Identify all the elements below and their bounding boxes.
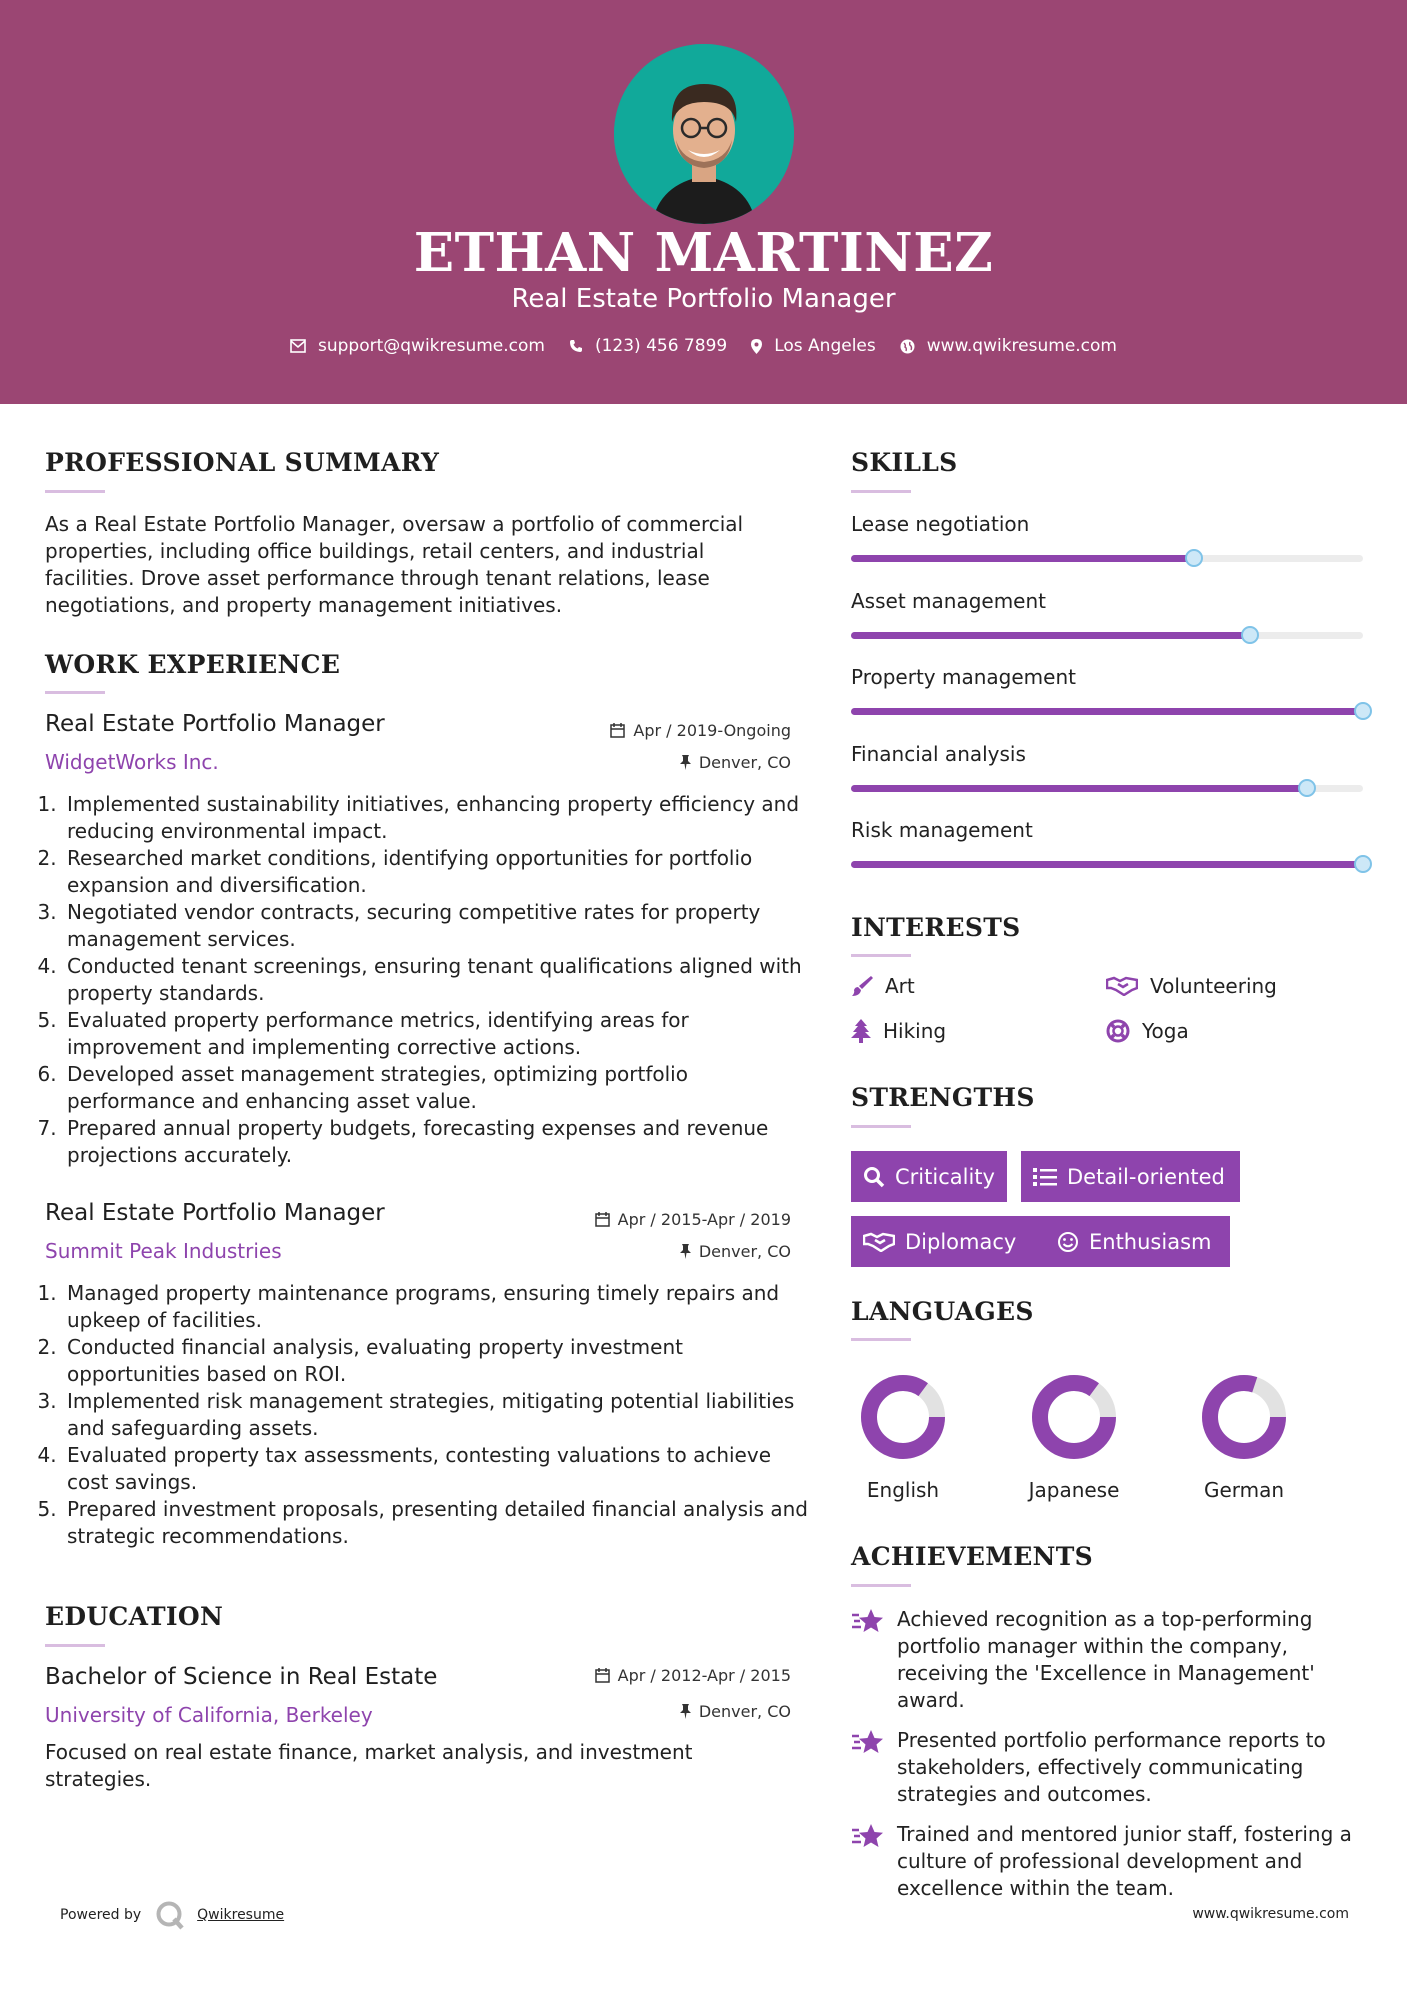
skill-bar [851,708,1363,715]
languages-underline [851,1338,911,1341]
strength-label: Criticality [895,1164,995,1189]
job-dates-text: Apr / 2015-Apr / 2019 [617,1210,791,1229]
job-dates [610,721,791,740]
interest-yoga [1106,1019,1189,1043]
language-label: German [1203,1478,1285,1502]
interest-art [851,974,915,998]
job-dates-text: Apr / 2019-Ongoing [633,721,791,740]
language-donut [858,1372,948,1462]
interest-label: Yoga [1142,1019,1189,1043]
skill-bar [851,861,1363,868]
interest-label: Volunteering [1150,974,1277,998]
powered-by-label: Powered by [60,1907,142,1923]
skill-bar-fill [851,632,1250,639]
skill-label: Financial analysis [851,741,1026,766]
summary-underline [45,490,105,493]
pin-icon [680,755,691,770]
list-item: 1. Implemented sustainability initiatives, enhancing property efficiency and reducing environmental impact. [63,791,811,845]
skill-bar-fill [851,555,1194,562]
education-heading: EDUCATION [45,1602,224,1631]
summary-text: As a Real Estate Portfolio Manager, oversaw a portfolio of commercial properties, including office buildings, retail centers, and industrial facilities. Drove asset performance through tenant relations, lease negotiations, and property management initiatives. [45,512,744,617]
powered-by [60,1900,284,1930]
calendar-icon [595,1668,610,1683]
list-item: 2. Conducted financial analysis, evaluating property investment opportunities based on ROI. [63,1334,811,1388]
strength-tag-detail-oriented [1021,1151,1240,1202]
search-icon [863,1166,885,1188]
education-location-text: Denver, CO [698,1702,791,1721]
achievement-item [851,1606,1371,1714]
contact-website[interactable] [900,336,1117,356]
skill-level-knob [1241,626,1259,644]
strength-label: Enthusiasm [1089,1229,1212,1254]
list-item: 7. Prepared annual property budgets, forecasting expenses and revenue projections accurately. [63,1115,811,1169]
strength-tag-enthusiasm [1045,1216,1230,1267]
strengths-heading: STRENGTHS [851,1083,1035,1112]
skill-level-knob [1185,549,1203,567]
qwikresume-link[interactable]: Qwikresume [197,1907,285,1923]
skill-level-knob [1298,779,1316,797]
star-award-icon [851,1823,885,1849]
education-dates-text: Apr / 2012-Apr / 2015 [617,1666,791,1685]
star-award-icon [851,1608,885,1634]
language-donut [1029,1372,1119,1462]
language-item [843,1372,963,1502]
strength-label: Diplomacy [905,1229,1017,1254]
strength-tag-criticality [851,1151,1007,1202]
achievement-text: Trained and mentored junior staff, fostering a culture of professional development and excellence within the team. [897,1822,1352,1900]
phone-text: (123) 456 7899 [594,336,728,356]
experience-underline [45,691,105,694]
candidate-name: ETHAN MARTINEZ [413,222,994,284]
job-title: Real Estate Portfolio Manager [45,711,385,737]
globe-icon [900,339,915,354]
skill-bar-fill [851,708,1363,715]
list-item: 3. Implemented risk management strategies, mitigating potential liabilities and safeguarding assets. [63,1388,811,1442]
profile-photo [614,44,794,224]
footer-url[interactable]: www.qwikresume.com [1192,1906,1349,1922]
list-item: 2. Researched market conditions, identifying opportunities for portfolio expansion and diversification. [63,845,811,899]
list-item: 5. Prepared investment proposals, presenting detailed financial analysis and strategic recommendations. [63,1496,811,1550]
candidate-title: Real Estate Portfolio Manager [511,284,896,314]
achievements-heading: ACHIEVEMENTS [851,1542,1093,1571]
job-location-text: Denver, CO [698,1242,791,1261]
degree-title: Bachelor of Science in Real Estate [45,1664,438,1690]
skill-level-knob [1354,702,1372,720]
map-marker-icon [751,339,762,354]
job-location [680,1242,791,1261]
interests-heading: INTERESTS [851,913,1021,942]
skill-label: Risk management [851,818,1033,842]
phone-icon [569,339,583,353]
skills-heading: SKILLS [851,448,958,477]
contact-bar [0,336,1407,356]
skill-label: Lease negotiation [851,512,1030,536]
contact-phone[interactable] [569,336,727,356]
language-donut [1199,1372,1289,1462]
list-item: 3. Negotiated vendor contracts, securing competitive rates for property management services. [63,899,811,953]
summary-heading: PROFESSIONAL SUMMARY [45,448,440,477]
skill-level-knob [1354,855,1372,873]
strengths-underline [851,1125,911,1128]
skills-underline [851,490,911,493]
achievements-underline [851,1584,911,1587]
contact-location [751,336,876,356]
achievement-item [851,1821,1371,1902]
language-item [1014,1372,1134,1502]
job-dates [595,1210,791,1229]
skill-bar-fill [851,785,1307,792]
contact-email[interactable] [290,336,545,356]
calendar-icon [610,723,625,738]
lifering-icon [1106,1019,1130,1043]
handshake-icon [1106,976,1138,996]
interest-label: Hiking [883,1019,947,1043]
language-item [1184,1372,1304,1502]
skill-bar [851,555,1363,562]
qwikresume-logo-icon [155,1900,185,1930]
job-responsibilities [45,791,811,1169]
location-text: Los Angeles [774,336,876,356]
tree-icon [851,1019,871,1043]
strength-tag-diplomacy [851,1216,1045,1267]
list-item: 5. Evaluated property performance metrics, identifying areas for improvement and implementing corrective actions. [63,1007,811,1061]
interest-label: Art [885,974,915,998]
skill-bar-fill [851,861,1363,868]
languages-heading: LANGUAGES [851,1297,1034,1326]
email-text: support@qwikresume.com [318,336,545,356]
list-item: 4. Conducted tenant screenings, ensuring tenant qualifications aligned with property standards. [63,953,811,1007]
list-item: 1. Managed property maintenance programs, ensuring timely repairs and upkeep of facilities. [63,1280,811,1334]
pin-icon [680,1704,691,1719]
pin-icon [680,1244,691,1259]
skill-label: Property management [851,665,1076,689]
achievement-text: Achieved recognition as a top-performing portfolio manager within the company, receiving the 'Excellence in Management' award. [897,1607,1315,1712]
list-icon [1033,1167,1057,1187]
experience-heading: WORK EXPERIENCE [45,650,341,679]
skill-label: Asset management [851,588,1046,613]
resume-header [0,0,1407,404]
achievement-item [851,1727,1371,1808]
smile-icon [1057,1231,1079,1253]
list-item: 4. Evaluated property tax assessments, contesting valuations to achieve cost savings. [63,1442,811,1496]
education-underline [45,1644,105,1647]
achievement-text: Presented portfolio performance reports to stakeholders, effectively communicating strategies and outcomes. [897,1728,1326,1806]
handshake-icon [863,1232,895,1252]
list-item: 6. Developed asset management strategies, optimizing portfolio performance and enhancing asset value. [63,1061,811,1115]
education-location [680,1702,791,1721]
skill-bar [851,785,1363,792]
education-dates [595,1666,791,1685]
website-text: www.qwikresume.com [926,336,1117,356]
paintbrush-icon [851,975,873,997]
school-name: University of California, Berkeley [45,1703,373,1727]
education-description: Focused on real estate finance, market analysis, and investment strategies. [45,1740,693,1791]
job-location [680,753,791,772]
star-award-icon [851,1729,885,1755]
job-location-text: Denver, CO [698,753,791,772]
interest-volunteering [1106,974,1277,998]
job-title: Real Estate Portfolio Manager [45,1200,385,1226]
company-name: Summit Peak Industries [45,1239,282,1263]
company-name: WidgetWorks Inc. [45,750,219,774]
calendar-icon [595,1212,610,1227]
interest-hiking [851,1019,946,1043]
envelope-icon [290,339,306,353]
job-responsibilities [45,1280,811,1550]
skill-bar [851,632,1363,639]
interests-underline [851,954,911,957]
strength-label: Detail-oriented [1067,1164,1225,1189]
language-label: English [866,1478,940,1502]
language-label: Japanese [1028,1478,1120,1502]
